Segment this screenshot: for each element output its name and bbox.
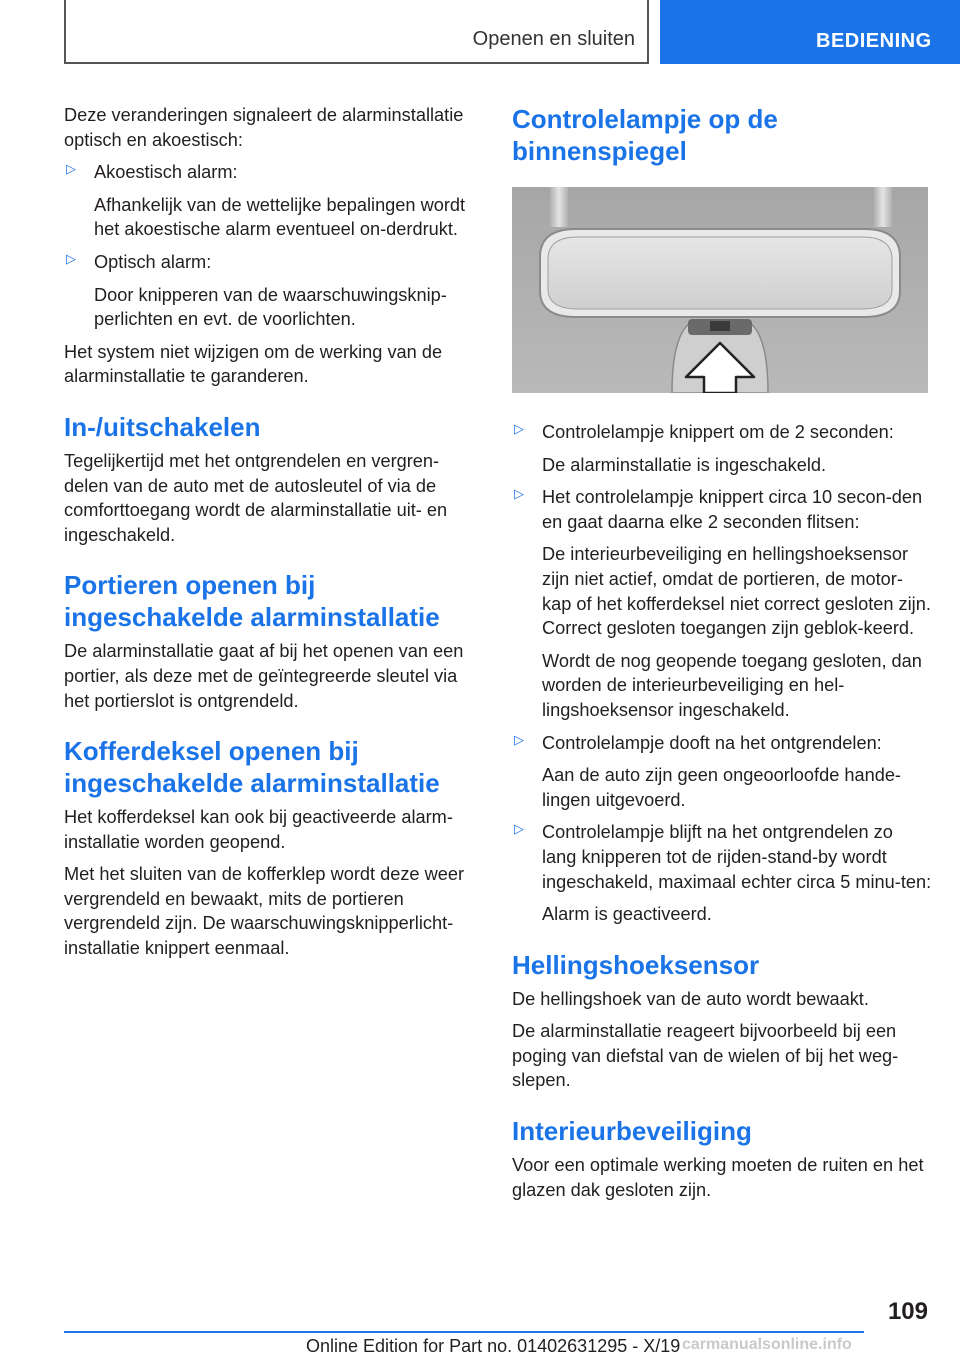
bullet-triangle-icon: ▷ — [514, 486, 524, 502]
section-paragraph: Tegelijkertijd met het ontgrendelen en vergren-delen van de auto met de autosleutel of via de comforttoegang wordt de alarminstallatie uit- en ingeschakeld. — [64, 450, 448, 545]
bullet-triangle-icon: ▷ — [66, 161, 76, 177]
list-item-label: Optisch alarm: — [94, 251, 212, 272]
section-in-uitschakelen — [64, 411, 482, 547]
bullet-triangle-icon: ▷ — [514, 821, 524, 837]
list-item-detail: Door knipperen van de waarschuwingsknip-perlichten en evt. de voorlichten. — [94, 284, 447, 330]
bullet-triangle-icon: ▷ — [514, 731, 524, 747]
list-item — [64, 250, 482, 332]
section-heading: Controlelampje op de binnenspiegel — [512, 104, 778, 166]
section-heading: Interieurbeveiliging — [512, 1116, 752, 1147]
section-heading: Portieren openen bij ingeschakelde alarminstallatie — [64, 570, 440, 633]
bullet-triangle-icon: ▷ — [514, 421, 524, 436]
list-item-label: Controlelampje blijft na het ontgrendelen zo lang knipperen tot de rijden-stand-by wordt ingeschakeld, maximaal echter circa 5 minu-ten: — [542, 822, 932, 892]
list-item-label: Akoestisch alarm: — [94, 162, 238, 183]
note-paragraph: Het system niet wijzigen om de werking van de alarminstallatie te garanderen. — [64, 341, 443, 387]
list-item — [64, 160, 482, 242]
list-item-detail: Alarm is geactiveerd. — [542, 904, 712, 925]
section-interieurbeveiliging — [512, 1115, 932, 1202]
section-portieren-openen — [64, 569, 482, 713]
section-paragraph: De alarminstallatie gaat af bij het openen van een portier, als deze met de geïntegreerde sleutel via het portierslot is ontgrendeld. — [64, 641, 464, 711]
list-item-detail: De interieurbeveiliging en hellingshoeksensor zijn niet actief, omdat de portieren, de motor-kap of het kofferdeksel niet correct gesloten zijn. Correct gesloten toegangen zijn geblok-keerd. — [542, 544, 931, 639]
list-item-detail: Wordt de nog geopende toegang gesloten, dan worden de interieurbeveiliging en hel-lingshoeksensor ingeschakeld. — [542, 650, 922, 720]
list-item-detail: Afhankelijk van de wettelijke bepalingen wordt het akoestische alarm eventueel on-derdrukt. — [94, 194, 466, 240]
list-item-label: Het controlelampje knippert circa 10 secon-den en gaat daarna elke 2 seconden flitsen: — [542, 487, 923, 532]
header-chapter-label: BEDIENING — [816, 30, 932, 52]
list-item-label: Controlelampje knippert om de 2 seconden: — [542, 422, 894, 442]
right-column — [512, 103, 932, 1210]
footer-rule — [64, 1331, 864, 1333]
watermark: carmanualsonline.info — [682, 1336, 852, 1353]
footer-edition: Online Edition for Part no. 01402631295 - X/19 — [306, 1336, 681, 1356]
section-paragraph: De hellingshoek van de auto wordt bewaakt. — [512, 988, 869, 1009]
rearview-mirror-illustration — [512, 187, 928, 393]
list-item — [512, 731, 932, 813]
section-paragraph: Het kofferdeksel kan ook bij geactiveerde alarm-installatie worden geopend. — [64, 807, 453, 852]
page-number: 109 — [887, 1298, 928, 1325]
list-item-detail: De alarminstallatie is ingeschakeld. — [542, 454, 827, 475]
bullet-triangle-icon: ▷ — [66, 250, 76, 266]
section-paragraph: Voor een optimale werking moeten de ruiten en het glazen dak gesloten zijn. — [512, 1155, 924, 1200]
section-kofferdeksel-openen — [64, 735, 482, 961]
section-paragraph: De alarminstallatie reageert bijvoorbeeld bij een poging van diefstal van de wielen of bij het weg-slepen. — [512, 1021, 899, 1091]
list-item — [512, 485, 932, 722]
list-item-detail: Aan de auto zijn geen ongeoorloofde hande-lingen uitgevoerd. — [542, 765, 901, 810]
list-item-label: Controlelampje dooft na het ontgrendelen: — [542, 732, 882, 753]
header-chapter-tab — [660, 0, 960, 64]
header-frame — [64, 0, 649, 64]
section-heading: Kofferdeksel openen bij ingeschakelde alarminstallatie — [64, 736, 440, 799]
header-section-title: Openen en sluiten — [472, 28, 635, 50]
left-column — [64, 103, 482, 969]
list-item — [512, 820, 932, 926]
section-heading: Hellingshoeksensor — [512, 949, 760, 980]
list-item — [512, 420, 932, 477]
section-heading: In-/uitschakelen — [64, 411, 261, 442]
section-hellingshoeksensor — [512, 949, 932, 1093]
intro-paragraph: Deze veranderingen signaleert de alarminstallatie optisch en akoestisch: — [64, 105, 464, 150]
section-paragraph: Met het sluiten van de kofferklep wordt deze weer vergrendeld en bewaakt, mits de portieren vergrendeld zijn. De waarschuwingsknipperlicht-installatie knippert eenmaal. — [64, 864, 465, 959]
